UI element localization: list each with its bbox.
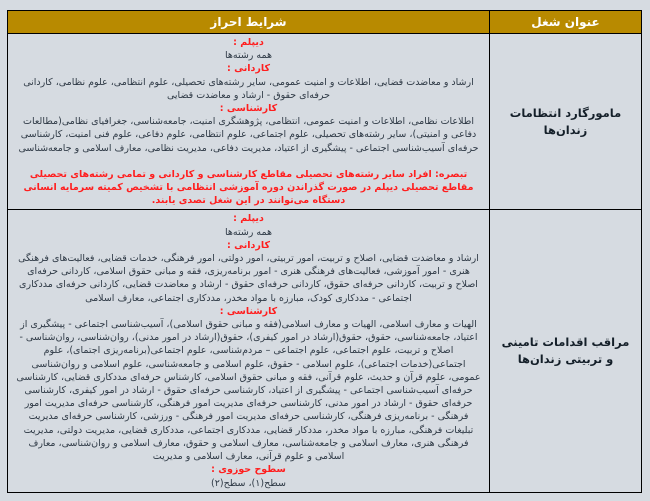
section-text-associate: ارشاد و معاضدت قضایی، اطلاعات و امنیت عمومی، سایر رشته‌های تحصیلی، علوم انتظامی، علوم نظامی، کاردانی حرفه‌ای حقوق - ارشاد و معاضدت قضایی: [23, 76, 474, 101]
section-label-bachelor: کارشناسی :: [219, 305, 278, 317]
section-text-diploma: همه رشته‌ها: [224, 50, 273, 62]
note-text: تبصره: افراد سایر رشته‌های تحصیلی مقاطع کارشناسی و کاردانی و تمامی رشته‌های تحصیلی مقاطع تحصیلی دیپلم در صورت گذراندن دوره آموزشی انتظامی با تشخیص کمیته سرمایه انسانی دستگاه می‌توانند در این شغل تصدی یابند.: [23, 168, 474, 207]
section-label-associate: کاردانی :: [227, 239, 270, 251]
section-label-bachelor: کارشناسی :: [219, 103, 278, 115]
requirements-cell: [8, 34, 490, 210]
section-text-bachelor: اطلاعات نظامی، اطلاعات و امنیت عمومی، انتظامی، پژوهشگری امنیت، جامعه‌شناسی، جغرافیای نظامی(مطالعات دفاعی و امنیتی)، سایر رشته‌های تحصیلی، علوم اجتماعی، علوم انتظامی، علوم دفاعی، علوم فنی امنیت، کارشناسی حرفه‌ای آسیب‌شناسی اجتماعی - پیشگیری از اعتیاد، مدیریت دفاعی، مدیریت نظامی، معارف اسلامی و جامعه‌شناسی: [18, 116, 479, 154]
section-text-diploma: همه رشته‌ها: [224, 226, 273, 238]
section-label-diploma: دیپلم :: [233, 37, 264, 48]
header-requirements: شرایط احراز: [8, 11, 490, 34]
table-row: [8, 210, 642, 492]
section-text-bachelor: الهیات و معارف اسلامی، الهیات و معارف اسلامی(فقه و مبانی حقوق اسلامی)، آسیب‌شناسی اجتماعی - پیشگیری از اعتیاد، جامعه‌شناسی، حقوق، حقوق(ارشاد در امور کیفری)، حقوق(ارشاد در امور مدنی)، روان‌شناسی، روان‌شناسی - اصلاح و تربیت، علوم اجتماعی، علوم اجتماعی – مردم‌شناسی، علوم اجتماعی(برنامه‌ریزی اجتمای)، علوم اجتماعی(خدمات اجتماعی)، علوم اسلامی - حقوق، علوم اسلامی و جامعه‌شناسی، علوم اسلامی و روان‌شناسی عمومی، علوم قرآن و حدیث، علوم قرآنی، فقه و مبانی حقوق اسلامی، کارشناس حرفه‌ای مددکاری قضایی، کارشناسی حرفه‌ای آسیب‌شناسی اجتماعی - پیشگیری از اعتیاد، کارشناسی حرفه‌ای حقوق - ارشاد در امور کیفری، کارشناسی حرفه‌ای حقوق - ارشاد در امور مدنی، کارشناسی حرفه‌ای مدیریت امور فرهنگی، کارشناسی حرفه‌ای مدیریت امور فرهنگی - برنامه‌ریزی فرهنگی، کارشناسی حرفه‌ای مدیریت امور فرهنگی - ورزشی، کارشناسی حرفه‌ای مدیریت تبلیغات فرهنگی، مبارزه با مواد مخدر، مددکار قضایی، مددکاری اجتماعی، مددکاری قضایی، مدیریت دولتی، مدیریت فرهنگی هنری، معارف اسلامی و جامعه‌شناسی، معارف اسلامی و حقوق، معارف اسلامی و روان‌شناسی، معارف اسلامی و علوم قرآنی، معارف اسلامی و مدیریت: [16, 319, 481, 463]
section-label-associate: کاردانی :: [227, 63, 270, 75]
table-row: [8, 34, 642, 210]
requirements-cell: [8, 210, 490, 492]
qualifications-table: [7, 10, 642, 493]
section-text-seminary-levels: سطح(۱)، سطح(۲): [211, 477, 286, 489]
job-title-cell: مامورگارد انتظامات زندان‌ها: [490, 34, 642, 210]
header-row: [8, 11, 642, 34]
section-label-seminary-levels: سطوح حوزوی :: [211, 464, 286, 476]
section-text-associate: ارشاد و معاضدت قضایی، اصلاح و تربیت، امور تربیتی، امور دولتی، امور فرهنگی، خدمات قضایی، فعالیت‌های فرهنگی هنری - امور آموزشی، فعالیت‌های فرهنگی هنری - امور برنامه‌ریزی، فقه و مبانی حقوق اسلامی، کاردانی حرفه‌ای اصلاح و تربیت، کاردانی حرفه‌ای حقوق، کاردانی حرفه‌ای حقوق - ارشاد و معاضدت قضایی، کاردانی حرفه‌ای مددکاری اجتماعی - مددکاری کودک، مبارزه با مواد مخدر، مددکاری اجتماعی، معارف اسلامی: [18, 253, 479, 304]
section-label-diploma: دیپلم :: [233, 213, 264, 225]
job-title-cell: مراقب اقدامات تامینی و تربیتی زندان‌ها: [490, 210, 642, 492]
header-job-title: عنوان شغل: [490, 11, 642, 34]
